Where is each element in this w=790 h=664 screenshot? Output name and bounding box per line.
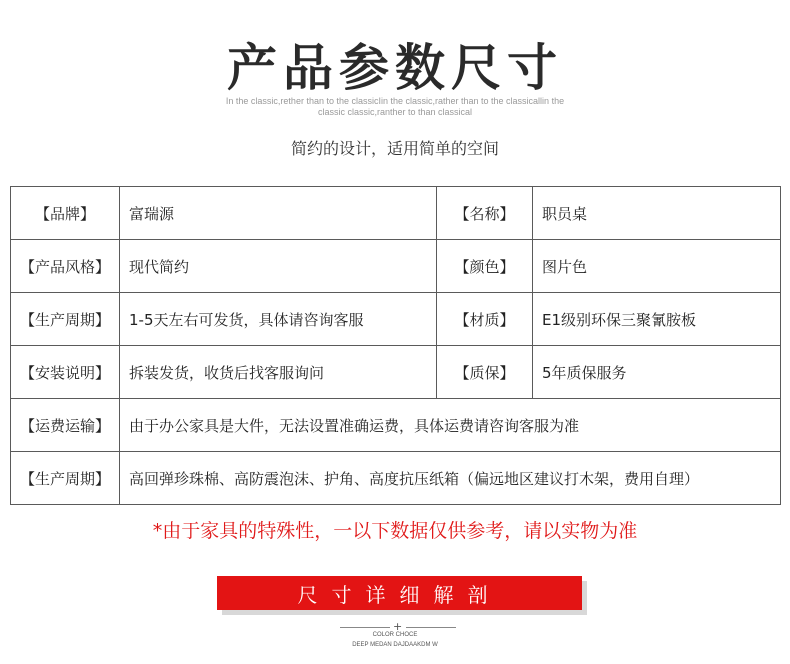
spec-row (10, 346, 781, 399)
spec-value: 图片色 (532, 240, 781, 292)
spec-label: 【安装说明】 (10, 346, 119, 398)
english-subtitle-line-2: classic classic,ranther to than classical (317, 107, 473, 117)
divider-left (340, 627, 390, 628)
reference-notice: *由于家具的特殊性，一以下数据仅供参考，请以实物为准 (152, 520, 638, 542)
english-subtitle-line-1: In the classic,rether than to the classicIin the classic,rather than to the classicallin the (225, 96, 565, 106)
spec-value: E1级别环保三聚氰胺板 (532, 293, 781, 345)
spec-row (10, 293, 781, 346)
spec-value: 拆装发货，收货后找客服询问 (119, 346, 436, 398)
footer-caption-2: DEEP MEDAN DAJDAAKDM W (352, 642, 438, 648)
page-title: 产品参数尺寸 (227, 39, 563, 97)
spec-value: 现代简约 (119, 240, 436, 292)
spec-value: 1-5天左右可发货，具体请咨询客服 (119, 293, 436, 345)
spec-table (10, 186, 781, 505)
spec-label: 【产品风格】 (10, 240, 119, 292)
spec-label: 【生产周期】 (10, 452, 119, 504)
spec-value: 高回弹珍珠棉、高防震泡沫、护角、高度抗压纸箱（偏远地区建议打木架，费用自理） (119, 452, 781, 504)
spec-label: 【名称】 (436, 187, 532, 239)
spec-value: 富瑞源 (119, 187, 436, 239)
spec-label: 【运费运输】 (10, 399, 119, 451)
spec-value: 职员桌 (532, 187, 781, 239)
plus-icon: + (393, 620, 403, 633)
spec-row (10, 399, 781, 452)
spec-label: 【品牌】 (10, 187, 119, 239)
spec-label: 【颜色】 (436, 240, 532, 292)
divider-right (406, 627, 456, 628)
spec-value: 5年质保服务 (532, 346, 781, 398)
spec-label: 【质保】 (436, 346, 532, 398)
footer-caption-1: COLOR CHOCE (372, 632, 418, 638)
size-detail-banner: 尺寸详细解剖 (217, 576, 582, 610)
spec-row (10, 452, 781, 505)
chinese-subtitle: 简约的设计，适用简单的空间 (290, 139, 499, 158)
spec-row (10, 187, 781, 240)
footer-decoration (0, 620, 790, 660)
english-subtitle (170, 96, 620, 118)
spec-label: 【材质】 (436, 293, 532, 345)
spec-value: 由于办公家具是大件，无法设置准确运费，具体运费请咨询客服为准 (119, 399, 781, 451)
spec-label: 【生产周期】 (10, 293, 119, 345)
spec-row (10, 240, 781, 293)
